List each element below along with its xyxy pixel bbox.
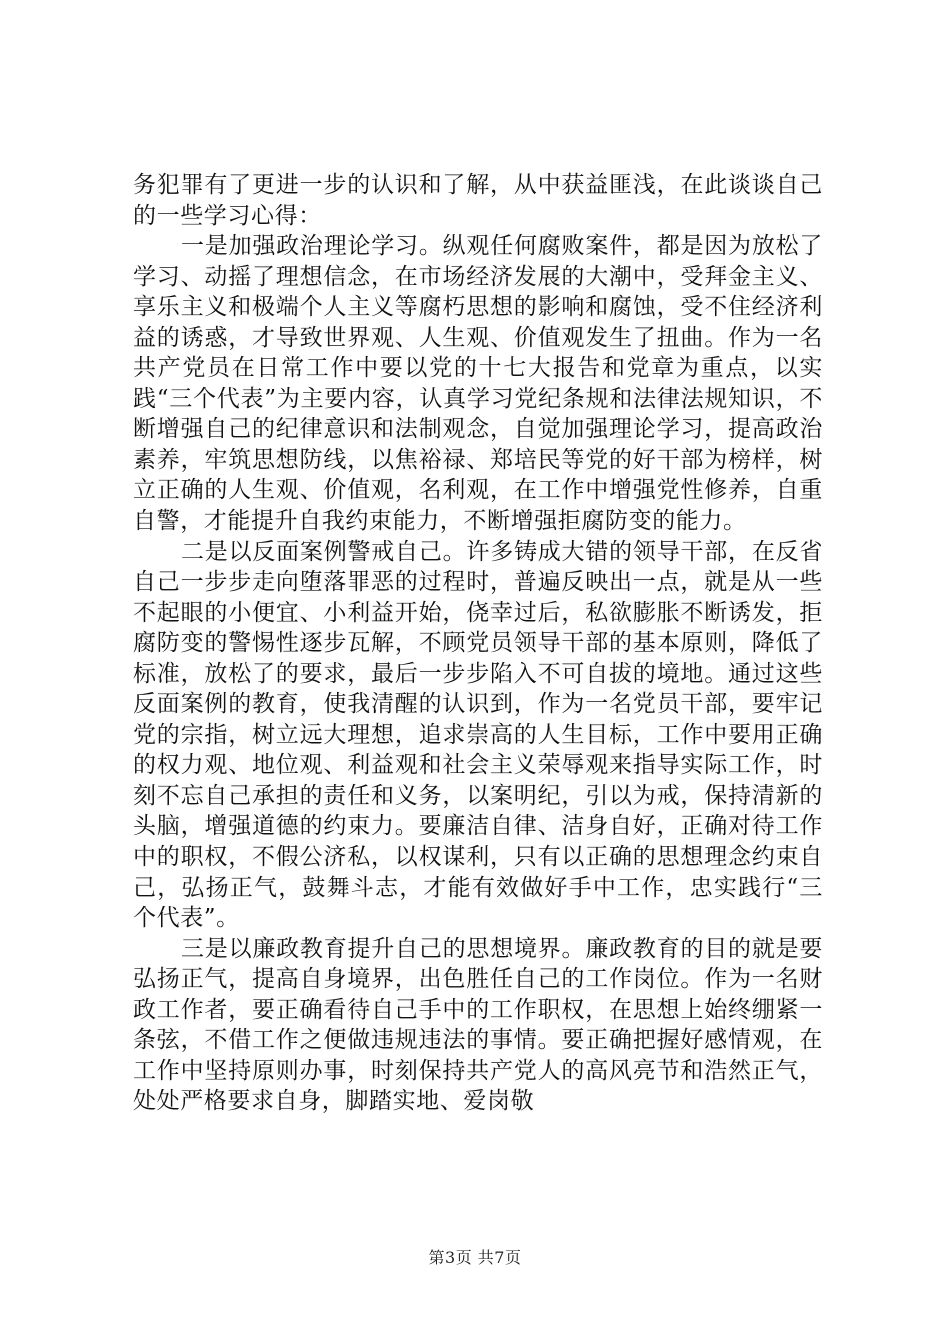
paragraph-point-one: 一是加强政治理论学习。纵观任何腐败案件，都是因为放松了学习、动摇了理想信念，在市场经济发展的大潮中，受拜金主义、享乐主义和极端个人主义等腐朽思想的影响和腐蚀，受不住经济利益的诱惑，才导致世界观、人生观、价值观发生了扭曲。作为一名共产党员在日常工作中要以党的十七大报告和党章为重点，以实践“三个代表”为主要内容，认真学习党纪条规和法律法规知识，不断增强自己的纪律意识和法制观念，自觉加强理论学习，提高政治素养，牢筑思想防线，以焦裕禄、郑培民等党的好干部为榜样，树立正确的人生观、价值观，名利观，在工作中增强党性修养，自重自警，才能提升自我约束能力，不断增强拒腐防变的能力。: [133, 233, 823, 535]
paragraph-intro-continuation: 务犯罪有了更进一步的认识和了解，从中获益匪浅，在此谈谈自己的一些学习心得：: [133, 172, 823, 229]
page-footer: [0, 1245, 950, 1268]
paragraph-point-three: 三是以廉政教育提升自己的思想境界。廉政教育的目的就是要弘扬正气，提高自身境界，出色胜任自己的工作岗位。作为一名财政工作者，要正确看待自己手中的工作职权，在思想上始终绷紧一条弦，不借工作之便做违规违法的事情。要正确把握好感情观，在工作中坚持原则办事，时刻保持共产党人的高风亮节和浩然正气，处处严格要求自身，脚踏实地、爱岗敬: [133, 935, 823, 1115]
document-body: [133, 170, 823, 1117]
paragraph-point-two: 二是以反面案例警戒自己。许多铸成大错的领导干部，在反省自己一步步走向堕落罪恶的过程时，普遍反映出一点，就是从一些不起眼的小便宜、小利益开始，侥幸过后，私欲膨胀不断诱发，拒腐防变的警惕性逐步瓦解，不顾党员领导干部的基本原则，降低了标准，放松了的要求，最后一步步陷入不可自拔的境地。通过这些反面案例的教育，使我清醒的认识到，作为一名党员干部，要牢记党的宗指，树立远大理想，追求崇高的人生目标，工作中要用正确的权力观、地位观、利益观和社会主义荣辱观来指导实际工作，时刻不忘自己承担的责任和义务，以案明纪，引以为戒，保持清新的头脑，增强道德的约束力。要廉洁自律、洁身自好，正确对待工作中的职权，不假公济私，以权谋利，只有以正确的思想理念约束自己，弘扬正气，鼓舞斗志，才能有效做好手中工作，忠实践行“三个代表”。: [133, 538, 823, 932]
page-number-label: 第3页 共7页: [428, 1248, 522, 1267]
